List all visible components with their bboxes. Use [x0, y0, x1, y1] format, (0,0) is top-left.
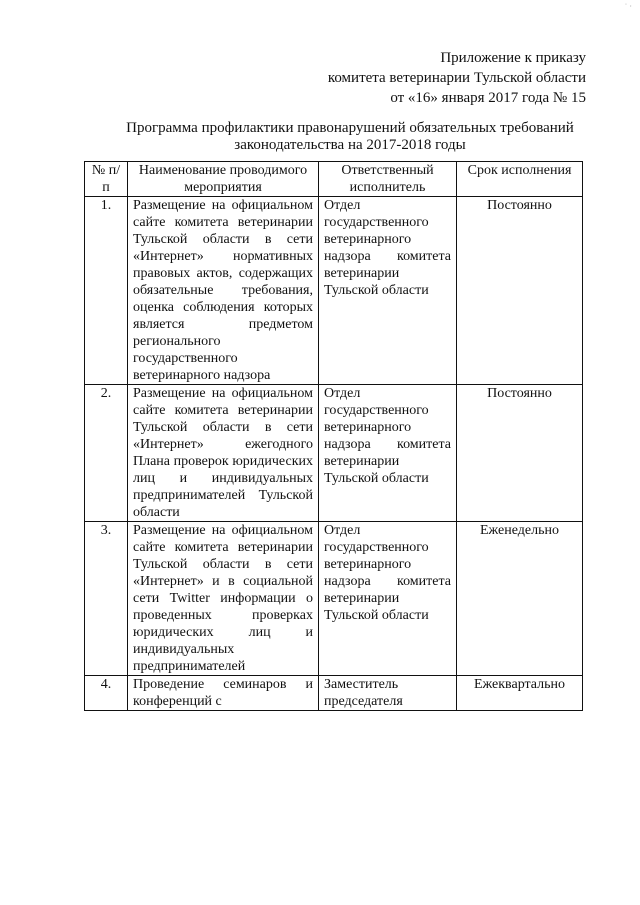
appendix-block [328, 48, 586, 108]
header-name: Наименование проводимого мероприятия [128, 162, 319, 197]
table-row [85, 522, 583, 676]
table-row [85, 385, 583, 522]
header-term: Срок исполнения [457, 162, 583, 197]
row-num: 4. [85, 676, 128, 711]
row-term: Ежеквартально [457, 676, 583, 711]
appendix-line-1: Приложение к приказу [440, 50, 586, 66]
row-responsible: Отдел государственного ветеринарного надзора комитета ветеринарии Тульской области [319, 385, 457, 522]
row-term: Еженедельно [457, 522, 583, 676]
row-responsible: Отдел государственного ветеринарного надзора комитета ветеринарии Тульской области [319, 197, 457, 385]
header-responsible: Ответственный исполнитель [319, 162, 457, 197]
scan-mark: ˙ · [624, 2, 632, 11]
row-name: Размещение на официальном сайте комитета ветеринарии Тульской области в сети «Интернет» ежегодного Плана проверок юридических лиц и индивидуальных предпринимателей Тульской области [128, 385, 319, 522]
table-row [85, 676, 583, 711]
row-responsible: Отдел государственного ветеринарного надзора комитета ветеринарии Тульской области [319, 522, 457, 676]
row-num: 1. [85, 197, 128, 385]
title-line-2: законодательства на 2017-2018 годы [234, 137, 466, 153]
row-name: Размещение на официальном сайте комитета ветеринарии Тульской области в сети «Интернет» нормативных правовых актов, содержащих обязательные требования, оценка соблюдения которых является предметом регионального государственного ветеринарного надзора [128, 197, 319, 385]
row-num: 2. [85, 385, 128, 522]
row-name: Проведение семинаров и конференций с [128, 676, 319, 711]
table-row [85, 197, 583, 385]
row-num: 3. [85, 522, 128, 676]
appendix-line-2: комитета ветеринарии Тульской области [327, 70, 586, 86]
document-title [60, 120, 640, 154]
appendix-line-3: от «16» января 2017 года № 15 [390, 90, 586, 106]
title-line-1: Программа профилактики правонарушений обязательных требований [126, 120, 574, 136]
row-responsible: Заместитель председателя [319, 676, 457, 711]
table-header-row [85, 162, 583, 197]
header-num: № п/п [85, 162, 128, 197]
row-term: Постоянно [457, 197, 583, 385]
row-name: Размещение на официальном сайте комитета ветеринарии Тульской области в сети «Интернет» и в социальной сети Twitter информации о проведенных проверках юридических лиц и индивидуальных предпринимателей [128, 522, 319, 676]
program-table [84, 161, 583, 711]
row-term: Постоянно [457, 385, 583, 522]
